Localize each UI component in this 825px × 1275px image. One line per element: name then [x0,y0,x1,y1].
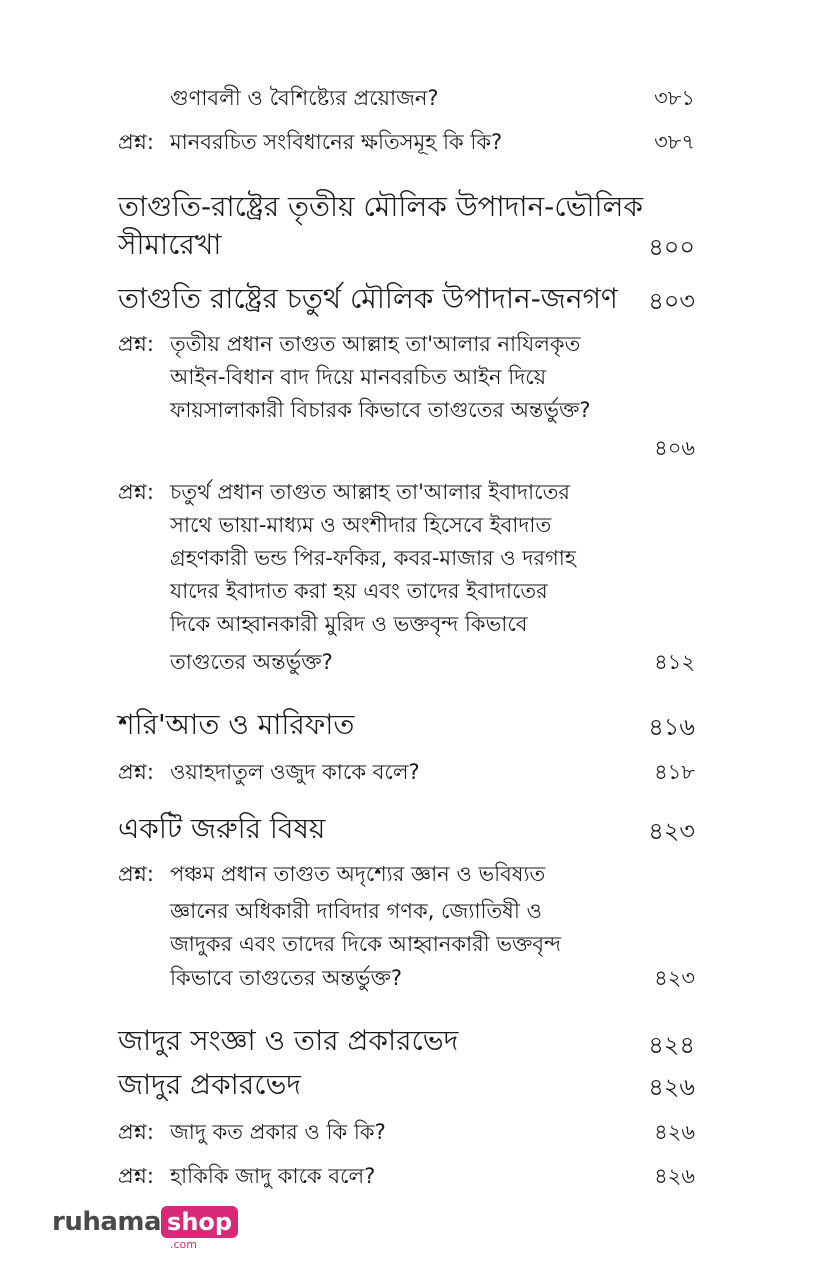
section-heading: তাগুতি রাষ্ট্রের চতুর্থ মৌলিক উপাদান-জনগণ [118,282,618,315]
toc-entry-line: তাগুতের অন্তর্ভুক্ত? [170,650,333,674]
logo-domain: .com [170,1238,197,1251]
section-heading: একটি জরুরি বিষয় [118,812,326,845]
toc-entry-line: জ্ঞানের অধিকারী দাবিদার গণক, জ্যোতিষী ও [170,899,543,923]
page-number: ৩৮১ [654,86,695,110]
page-number: ৪০০ [648,233,695,261]
ruhamashop-logo [52,1206,238,1251]
toc-entry-text: ওয়াহদাতুল ওজুদ কাকে বলে? [170,760,420,784]
page-number: ৪২৬ [654,1120,695,1144]
toc-entry-line: তৃতীয় প্রধান তাগুত আল্লাহ তা'আলার নাযিলকৃত [170,332,581,356]
section-heading: জাদুর সংজ্ঞা ও তার প্রকারভেদ [118,1024,459,1057]
page-number: ৪২৪ [648,1031,695,1059]
question-label: প্রশ্ন: [118,760,154,784]
toc-entry-line: জাদুকর এবং তাদের দিকে আহ্বানকারী ভক্তবৃন্দ [170,932,561,956]
toc-entry-line: সাথে ভায়া-মাধ্যম ও অংশীদার হিসেবে ইবাদাত [170,513,552,537]
toc-entry-line: পঞ্চম প্রধান তাগুত অদৃশ্যের জ্ঞান ও ভবিষ্যত [170,862,546,886]
toc-entry-text: মানবরচিত সংবিধানের ক্ষতিসমূহ কি কি? [170,130,503,154]
section-heading-continued: সীমারেখা [118,228,222,261]
page-number: ৪০৩ [648,287,695,315]
page-number: ৪১২ [654,650,695,674]
question-label: প্রশ্ন: [118,332,154,356]
toc-entry-text: জাদু কত প্রকার ও কি কি? [170,1120,386,1144]
question-label: প্রশ্ন: [118,480,154,504]
toc-entry-line: আইন-বিধান বাদ দিয়ে মানবরচিত আইন দিয়ে [170,365,547,389]
page-number: ৩৮৭ [654,130,695,154]
question-label: প্রশ্ন: [118,1164,154,1188]
page-number: ৪০৬ [654,436,695,460]
logo-brand-text: ruhama [52,1207,162,1237]
toc-entry-line: যাদের ইবাদাত করা হয় এবং তাদের ইবাদাতের [170,579,548,603]
question-label: প্রশ্ন: [118,862,154,886]
page-number: ৪১৬ [648,713,695,741]
toc-entry-continuation: গুণাবলী ও বৈশিষ্ট্যের প্রয়োজন? [170,86,439,110]
toc-entry-line: চতুর্থ প্রধান তাগুত আল্লাহ তা'আলার ইবাদাতের [170,480,570,504]
page-number: ৪২৬ [654,1164,695,1188]
logo-shop-badge: shop [161,1206,238,1238]
toc-entry-line: গ্রহণকারী ভন্ড পির-ফকির, কবর-মাজার ও দরগাহ [170,546,576,570]
toc-entry-line: ফায়সালাকারী বিচারক কিভাবে তাগুতের অন্তর্ভুক্ত? [170,398,591,422]
page-number: ৪১৮ [654,760,695,784]
page-number: ৪২৬ [648,1073,695,1101]
section-heading: তাগুতি-রাষ্ট্রের তৃতীয় মৌলিক উপাদান-ভৌলিক [118,190,643,223]
toc-entry-line: কিভাবে তাগুতের অন্তর্ভুক্ত? [170,966,402,990]
toc-entry-text: হাকিকি জাদু কাকে বলে? [170,1164,376,1188]
page-number: ৪২৩ [654,966,695,990]
page-number: ৪২৩ [648,817,695,845]
toc-entry-line: দিকে আহ্বানকারী মুরিদ ও ভক্তবৃন্দ কিভাবে [170,612,528,636]
section-heading: শরি'আত ও মারিফাত [118,708,355,741]
section-heading: জাদুর প্রকারভেদ [118,1068,302,1101]
question-label: প্রশ্ন: [118,130,154,154]
question-label: প্রশ্ন: [118,1120,154,1144]
